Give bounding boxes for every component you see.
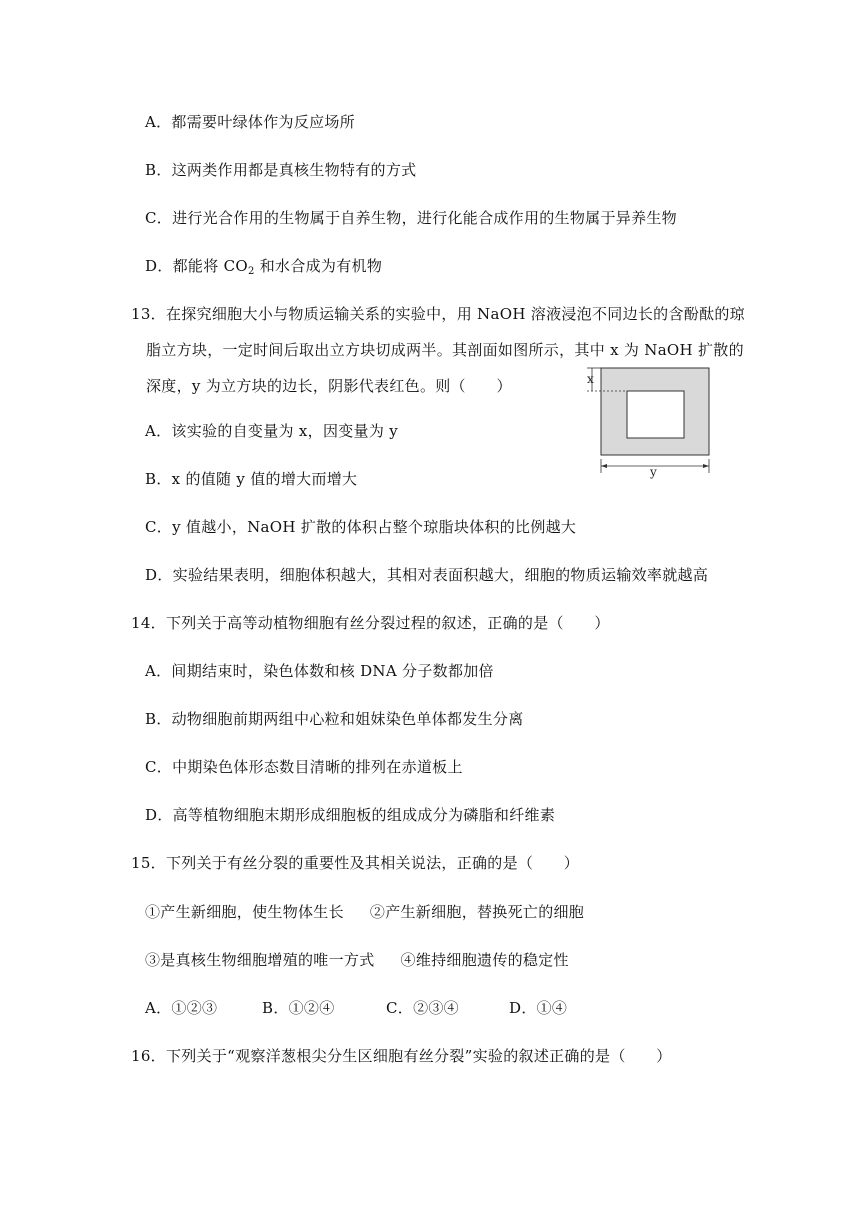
y-arrow-right bbox=[703, 464, 709, 468]
q13-stem-line2: 脂立方块，一定时间后取出立方块切成两半。其剖面如图所示，其中 x 为 NaOH 扩散的 bbox=[146, 341, 744, 359]
q13-stem-line1: 13．在探究细胞大小与物质运输关系的实验中，用 NaOH 溶液浸泡不同边长的含酚酞的琼 bbox=[131, 305, 745, 323]
q13-stem-line3: 深度，y 为立方块的边长，阴影代表红色。则（ ） bbox=[146, 377, 512, 395]
q12-option-a: A．都需要叶绿体作为反应场所 bbox=[145, 113, 356, 131]
agar-cube-cross-section-diagram bbox=[583, 363, 723, 483]
q13-option-a: A．该实验的自变量为 x，因变量为 y bbox=[145, 422, 399, 440]
q15-option-b: B．①②④ bbox=[262, 999, 335, 1017]
q15-option-a: A．①②③ bbox=[145, 999, 218, 1017]
q12-option-b: B．这两类作用都是真核生物特有的方式 bbox=[145, 161, 417, 179]
q12-option-d bbox=[145, 256, 382, 276]
q13-option-c: C．y 值越小，NaOH 扩散的体积占整个琼脂块体积的比例越大 bbox=[145, 518, 577, 536]
q14-option-c: C．中期染色体形态数目清晰的排列在赤道板上 bbox=[145, 758, 463, 776]
q15-item-4: ④维持细胞遗传的稳定性 bbox=[400, 951, 569, 969]
q15-item-1: ①产生新细胞，使生物体生长 bbox=[145, 903, 344, 921]
q16-stem: 16．下列关于“观察洋葱根尖分生区细胞有丝分裂”实验的叙述正确的是（ ） bbox=[131, 1047, 672, 1065]
q13-option-b: B．x 的值随 y 值的增大而增大 bbox=[145, 470, 358, 488]
q13-option-d: D．实验结果表明，细胞体积越大，其相对表面积越大，细胞的物质运输效率就越高 bbox=[145, 566, 709, 584]
q15-item-2: ②产生新细胞，替换死亡的细胞 bbox=[369, 903, 585, 921]
q14-option-d: D．高等植物细胞末期形成细胞板的组成成分为磷脂和纤维素 bbox=[145, 806, 556, 824]
unshaded-core-region bbox=[627, 391, 684, 438]
q15-items-row2 bbox=[145, 950, 569, 970]
q15-stem: 15．下列关于有丝分裂的重要性及其相关说法，正确的是（ ） bbox=[131, 854, 580, 872]
q12-option-d-text: D．都能将 CO bbox=[145, 257, 248, 275]
q15-option-c: C．②③④ bbox=[386, 999, 459, 1017]
q14-stem: 14．下列关于高等动植物细胞有丝分裂过程的叙述，正确的是（ ） bbox=[131, 614, 610, 632]
q14-option-b: B．动物细胞前期两组中心粒和姐妹染色单体都发生分离 bbox=[145, 710, 524, 728]
q12-option-d-text-end: 和水合成为有机物 bbox=[254, 257, 383, 275]
x-label: x bbox=[587, 372, 594, 386]
q15-items-row1 bbox=[145, 902, 584, 922]
q14-option-a: A．间期结束时，染色体数和核 DNA 分子数都加倍 bbox=[145, 662, 494, 680]
q12-option-c: C．进行光合作用的生物属于自养生物，进行化能合成作用的生物属于异养生物 bbox=[145, 209, 677, 227]
q15-option-d: D．①④ bbox=[509, 999, 568, 1017]
y-arrow-left bbox=[601, 464, 607, 468]
q15-item-3: ③是真核生物细胞增殖的唯一方式 bbox=[145, 951, 375, 969]
y-label: y bbox=[650, 465, 657, 479]
co2-subscript: 2 bbox=[247, 266, 255, 277]
